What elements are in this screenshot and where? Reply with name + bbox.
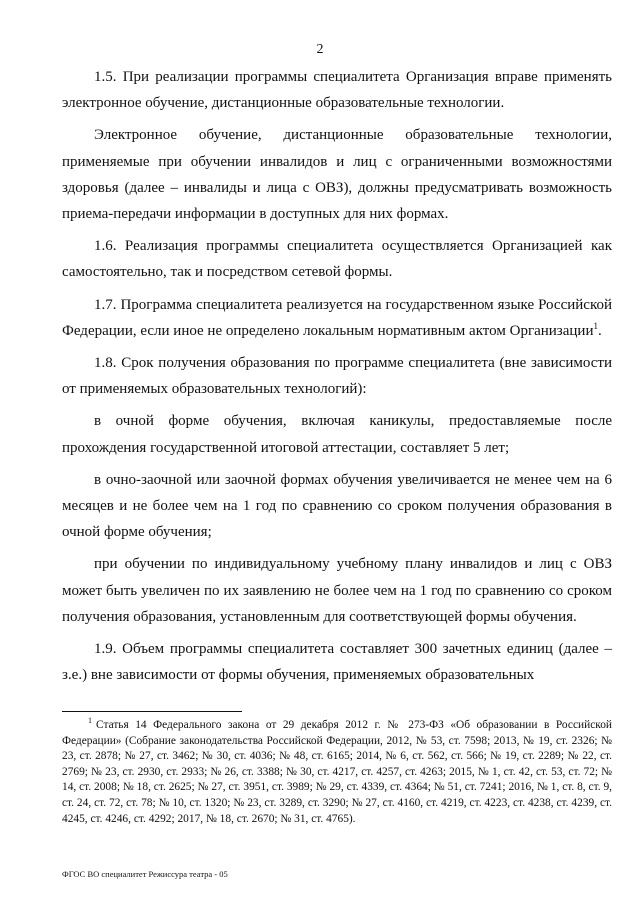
- footnote-reference[interactable]: 1: [593, 320, 598, 331]
- document-body: [62, 64, 612, 694]
- paragraph-e-learning: Электронное обучение, дистанционные образовательные технологии, применяемые при обучении инвалидов и лиц с ограниченными возможностями здоровья (далее – инвалиды и лица с ОВЗ), должны предусматривать возможность приема-передачи информации в доступных для них формах.: [62, 127, 612, 223]
- paragraph-1-7: 1.7. Программа специалитета реализуется на государственном языке Российской Федерации, если иное не определено локальным нормативным актом Организации$^1$.: [62, 296, 612, 339]
- paragraph-full-time: в очной форме обучения, включая каникулы, предоставляемые после прохождения государственной итоговой аттестации, составляет 5 лет;: [62, 413, 612, 456]
- paragraph-part-time: в очно-заочной или заочной формах обучения увеличивается не менее чем на 6 месяцев и не более чем на 1 год по сравнению со сроком получения образования в очной форме обучения;: [62, 471, 612, 541]
- footnote-text: Статья 14 Федерального закона от 29 декабря 2012 г. № 273-ФЗ «Об образовании в Российской Федерации» (Собрание законодательства Российской Федерации, 2012, № 53, ст. 7598; 2013, № 19, ст. 2326; № 23, ст. 2878; № 27, ст. 3462; № 30, ст. 4036; № 48, ст. 6165; 2014, № 6, ст. 562, ст. 566; № 19, ст. 2289; № 22, ст. 2769; № 23, ст. 2930, ст. 2933; № 26, ст. 3388; № 30, ст. 4217, ст. 4257, ст. 4263; 2015, № 1, ст. 42, ст. 53, ст. 72; № 14, ст. 2008; № 18, ст. 2625; № 27, ст. 3951, ст. 3989; № 29, ст. 4339, ст. 4364; № 51, ст. 7241; 2016, № 1, ст. 8, ст. 9, ст. 24, ст. 72, ст. 78; № 10, ст. 1320; № 23, ст. 3289, ст. 3290; № 27, ст. 4160, ст. 4219, ст. 4223, ст. 4238, ст. 4239, ст. 4245, ст. 4246, ст. 4292; 2017, № 18, ст. 2670; № 31, ст. 4765).: [62, 719, 612, 825]
- page-footer: ФГОС ВО специалитет Режиссура театра - 05: [62, 869, 228, 879]
- paragraph-1-6: 1.6. Реализация программы специалитета осуществляется Организацией как самостоятельно, так и посредством сетевой формы.: [62, 238, 612, 281]
- footnote-separator: [62, 711, 242, 712]
- paragraph-1-8: 1.8. Срок получения образования по программе специалитета (вне зависимости от применяемых образовательных технологий):: [62, 355, 612, 398]
- paragraph-1-9: 1.9. Объем программы специалитета составляет 300 зачетных единиц (далее – з.е.) вне зависимости от формы обучения, применяемых образовательных: [62, 641, 612, 684]
- footnote-mark: 1: [88, 716, 92, 726]
- page-number: 2: [316, 42, 324, 57]
- footnote: [62, 718, 612, 827]
- paragraph-1-7-text: 1.7. Программа специалитета реализуется на государственном языке Российской Федерации, если иное не определено локальным нормативным актом Организации: [62, 296, 612, 339]
- paragraph-individual-plan: при обучении по индивидуальному учебному плану инвалидов и лиц с ОВЗ может быть увеличен по их заявлению не более чем на 1 год по сравнению со сроком получения образования, установленным для соответствующей формы обучения.: [62, 556, 612, 625]
- paragraph-1-5: 1.5. При реализации программы специалитета Организация вправе применять электронное обучение, дистанционные образовательные технологии.: [62, 69, 612, 112]
